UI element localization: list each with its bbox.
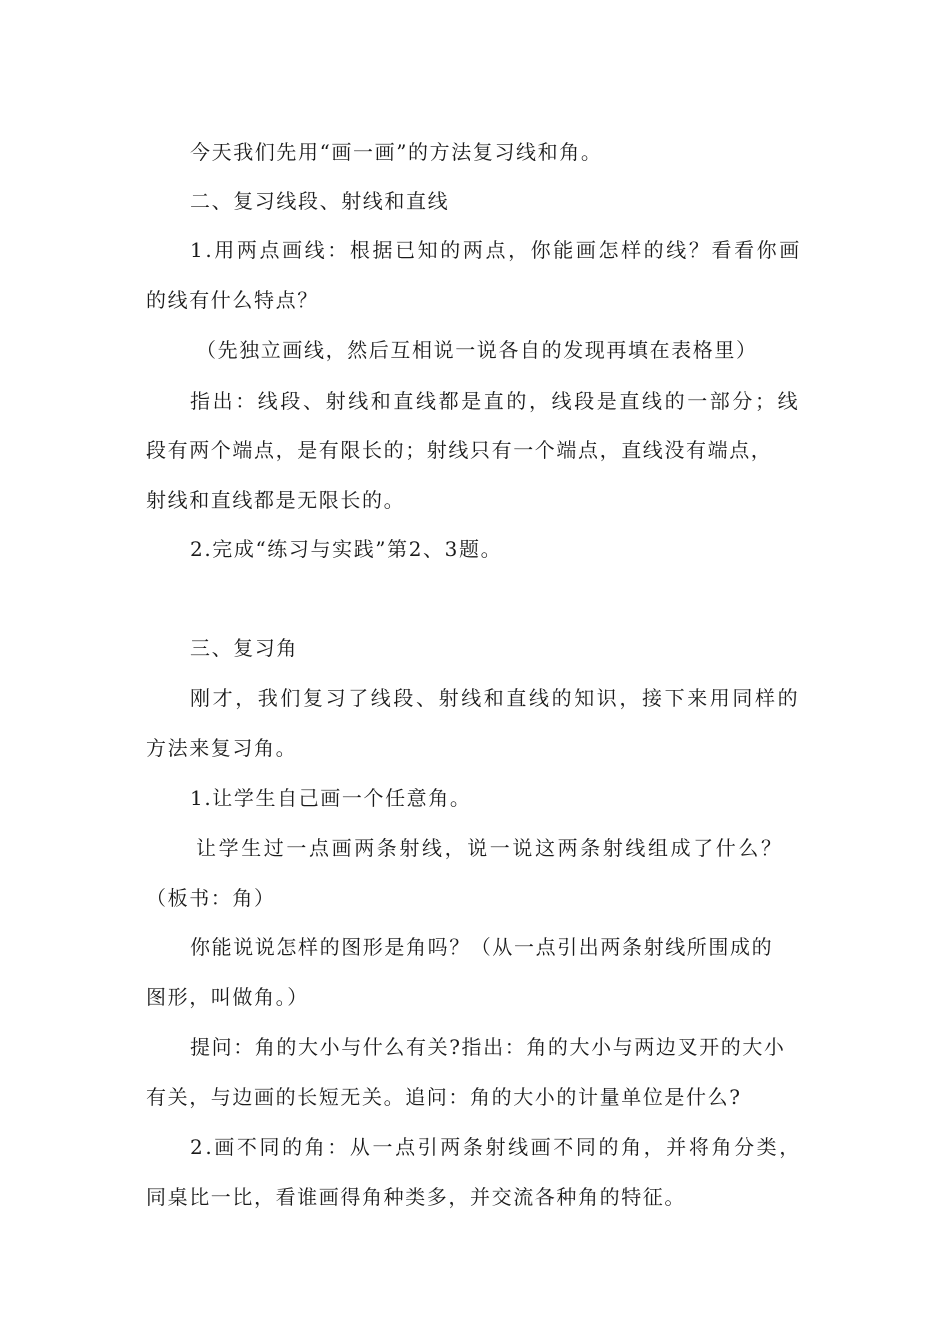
- paragraph-item-1-line-1: 1.用两点画线：根据已知的两点，你能画怎样的线？看看你画: [190, 238, 802, 262]
- section-heading-2: 二、复习线段、射线和直线: [190, 189, 450, 213]
- paragraph-angle-rays: 让学生过一点画两条射线，说一说这两条射线组成了什么？: [196, 836, 784, 860]
- paragraph-point-line-2: 段有两个端点，是有限长的；射线只有一个端点，直线没有端点，: [146, 438, 773, 462]
- paragraph-point-line-3: 射线和直线都是无限长的。: [146, 488, 406, 512]
- paragraph-question-line-1: 提问：角的大小与什么有关?指出：角的大小与两边叉开的大小: [190, 1035, 786, 1059]
- paragraph-angle-item-2-line-2: 同桌比一比，看谁画得角种类多，并交流各种角的特征。: [146, 1185, 686, 1209]
- paragraph-point-line-1: 指出：线段、射线和直线都是直的，线段是直线的一部分；线: [190, 389, 801, 413]
- paragraph-board-note: （板书：角）: [146, 886, 276, 910]
- paragraph-question-line-2: 有关，与边画的长短无关。追问：角的大小的计量单位是什么?: [146, 1085, 742, 1109]
- paragraph-intro: 今天我们先用“画一画”的方法复习线和角。: [190, 140, 603, 164]
- paragraph-item-2: 2.完成“练习与实践”第2、3题。: [190, 537, 503, 561]
- paragraph-angle-item-2-line-1: 2.画不同的角：从一点引两条射线画不同的角，并将角分类，: [190, 1135, 802, 1159]
- paragraph-definition-line-1: 你能说说怎样的图形是角吗？（从一点引出两条射线所围成的: [190, 935, 774, 959]
- paragraph-angle-item-1: 1.让学生自己画一个任意角。: [190, 786, 472, 810]
- paragraph-angle-intro-line-1: 刚才，我们复习了线段、射线和直线的知识，接下来用同样的: [190, 686, 801, 710]
- section-heading-3: 三、复习角: [190, 636, 298, 660]
- paragraph-angle-intro-line-2: 方法来复习角。: [146, 736, 298, 760]
- paragraph-definition-line-2: 图形，叫做角。）: [146, 985, 309, 1009]
- paragraph-item-1-line-2: 的线有什么特点？: [146, 288, 319, 312]
- paragraph-note: （先独立画线，然后互相说一说各自的发现再填在表格里）: [196, 338, 758, 362]
